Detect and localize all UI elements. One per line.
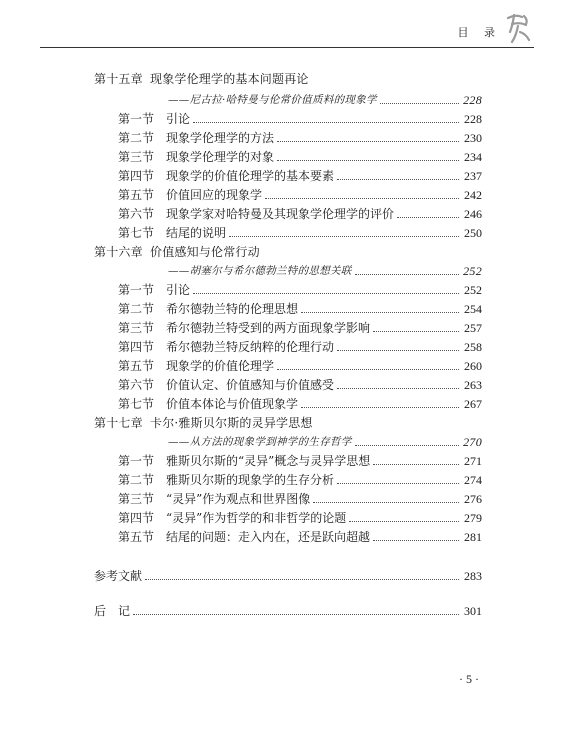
toc-entry-label: [118, 396, 298, 412]
toc-page-number: 301: [464, 604, 482, 618]
toc-entry-title: 价值本体论与价值现象学: [166, 397, 299, 411]
toc-page-number: 252: [463, 264, 482, 278]
toc-entry-title: 卡尔·雅斯贝尔斯的灵异学思想: [150, 416, 313, 430]
toc-dot-leader: [133, 613, 459, 615]
toc-dot-leader: [373, 539, 459, 541]
toc-entry-number: 第五节: [118, 188, 155, 202]
toc-page-number: 250: [464, 226, 482, 240]
toc-entry-label: [118, 491, 310, 507]
toc-page-number: 267: [464, 397, 482, 411]
toc-dot-leader: [229, 235, 459, 237]
toc-entry-number: 第四节: [118, 511, 155, 525]
toc-dot-leader: [265, 197, 459, 199]
toc-section[interactable]: [118, 185, 482, 203]
toc-entry-label: [94, 71, 309, 87]
toc-subtitle[interactable]: [168, 432, 482, 450]
toc-section[interactable]: [118, 318, 482, 336]
toc-entry-label: [118, 510, 346, 526]
toc-entry-label: [118, 453, 370, 469]
toc-page-number: 283: [464, 569, 482, 583]
toc-entry-number: 第三节: [118, 150, 155, 164]
toc-entry-number: 第四节: [118, 340, 155, 354]
toc-section[interactable]: [118, 470, 482, 488]
toc-entry-title: 希尔德勃兰特受到的两方面现象学影响: [166, 321, 371, 335]
toc-dot-leader: [277, 159, 459, 161]
toc-entry-title: 价值回应的现象学: [166, 188, 263, 202]
toc-dot-leader: [380, 102, 459, 104]
toc-entry-label: [168, 434, 352, 450]
toc-dot-leader: [355, 444, 459, 446]
toc-entry-number: 第三节: [118, 321, 155, 335]
toc-entry-label: [118, 149, 274, 165]
toc-dot-leader: [277, 140, 459, 142]
toc-entry-number: 第十七章: [94, 416, 143, 430]
toc-entry-title: 现象学的价值伦理学: [166, 359, 275, 373]
toc-dot-leader: [301, 406, 459, 408]
toc-chapter[interactable]: [94, 242, 482, 260]
toc-entry-number: 第十五章: [94, 72, 143, 86]
toc-page-number: 281: [464, 530, 482, 544]
toc-entry-title: 现象学伦理学的方法: [166, 131, 275, 145]
toc-page-number: 271: [464, 454, 482, 468]
toc-page-number: 257: [464, 321, 482, 335]
toc-entry-title: ——胡塞尔与希尔德勃兰特的思想关联: [168, 265, 352, 277]
toc-page-number: 263: [464, 378, 482, 392]
toc-entry-title: 现象学伦理学的对象: [166, 150, 275, 164]
toc-chapter[interactable]: [94, 69, 482, 87]
toc-dot-leader: [337, 349, 459, 351]
toc-entry-title: 价值感知与伦常行动: [150, 245, 260, 259]
toc-entry-title: 引论: [166, 112, 191, 126]
toc-dot-leader: [355, 273, 459, 275]
toc-entry-title: 现象学伦理学的基本问题再论: [150, 72, 309, 86]
toc-entry-title: “灵异”作为观点和世界图像: [166, 492, 311, 506]
toc-entry-label: [94, 568, 142, 584]
toc-section[interactable]: [118, 489, 482, 507]
toc-entry-label: [118, 187, 262, 203]
toc-entry-title: 现象学的价值伦理学的基本要素: [166, 169, 335, 183]
toc-page-number: 254: [464, 302, 482, 316]
toc-entry-title: 希尔德勃兰特反纳粹的伦理行动: [166, 340, 335, 354]
toc-entry-number: 第三节: [118, 492, 155, 506]
toc-section[interactable]: [118, 299, 482, 317]
toc-backmatter[interactable]: [94, 566, 482, 584]
toc-entry-title: ——从方法的现象学到神学的生存哲学: [168, 436, 352, 448]
toc-entry-label: [94, 415, 313, 431]
toc-section[interactable]: [118, 508, 482, 526]
toc-entry-title: 价值认定、价值感知与价值感受: [166, 378, 335, 392]
toc-entry-title: 希尔德勃兰特的伦理思想: [166, 302, 299, 316]
toc-entry-number: 第一节: [118, 112, 155, 126]
toc-dot-leader: [337, 178, 459, 180]
toc-section[interactable]: [118, 527, 482, 545]
toc-section[interactable]: [118, 147, 482, 165]
toc-page-number: 276: [464, 492, 482, 506]
toc-page-number: 242: [464, 188, 482, 202]
toc-dot-leader: [397, 216, 459, 218]
toc-entry-number: 第七节: [118, 397, 155, 411]
toc-entry-label: [118, 225, 226, 241]
toc-entry-label: [94, 603, 130, 619]
toc-dot-leader: [337, 387, 459, 389]
toc-entry-title: 现象学家对哈特曼及其现象学伦理学的评价: [166, 207, 395, 221]
toc-dot-leader: [313, 501, 459, 503]
toc-dot-leader: [337, 482, 459, 484]
toc-entry-number: 第六节: [118, 378, 155, 392]
toc-entry-label: [168, 92, 377, 108]
toc-entry-title: ——尼古拉·哈特曼与伦常价值质料的现象学: [168, 94, 377, 106]
calligraphy-logo-icon: [502, 10, 534, 46]
toc-entry-number: 第二节: [118, 473, 155, 487]
toc-section[interactable]: [118, 356, 482, 374]
toc-section[interactable]: [118, 109, 482, 127]
toc-entry-number: 第二节: [118, 302, 155, 316]
running-head: 目 录: [457, 26, 501, 39]
toc-entry-label: [168, 263, 352, 279]
toc-section[interactable]: [118, 280, 482, 298]
toc-section[interactable]: [118, 394, 482, 412]
toc-page-number: 228: [464, 112, 482, 126]
toc-entry-title: 雅斯贝尔斯的“灵异”概念与灵异学思想: [166, 454, 371, 468]
toc-dot-leader: [277, 368, 459, 370]
toc-entry-label: [118, 130, 274, 146]
toc-entry-title: 结尾的问题：走入内在，还是跃向超越: [166, 530, 371, 544]
toc-entry-number: 第七节: [118, 226, 155, 240]
toc-entry-label: [118, 339, 334, 355]
toc-entry-label: [118, 111, 190, 127]
header-rule: [40, 47, 534, 48]
toc-entry-number: 第十六章: [94, 245, 143, 259]
toc-page-number: 279: [464, 511, 482, 525]
toc-page-number: 252: [464, 283, 482, 297]
toc-page-number: 270: [463, 435, 482, 449]
toc-entry-label: [118, 282, 190, 298]
toc-section[interactable]: [118, 128, 482, 146]
toc-entry-label: [118, 472, 334, 488]
toc-page-number: 234: [464, 150, 482, 164]
toc-page-number: 237: [464, 169, 482, 183]
page-number: · 5 ·: [459, 672, 479, 686]
toc-subtitle[interactable]: [168, 90, 482, 108]
toc-dot-leader: [301, 311, 459, 313]
toc-entry-title: 参考文献: [94, 569, 143, 583]
toc-page-number: 274: [464, 473, 482, 487]
toc-section[interactable]: [118, 375, 482, 393]
toc-section[interactable]: [118, 337, 482, 355]
toc-page-number: 246: [464, 207, 482, 221]
toc-section[interactable]: [118, 204, 482, 222]
toc-dot-leader: [145, 578, 459, 580]
toc-entry-label: [118, 377, 334, 393]
toc-entry-title: 后 记: [94, 604, 131, 618]
toc-page-number: 230: [464, 131, 482, 145]
toc-dot-leader: [193, 292, 459, 294]
toc-entry-label: [94, 244, 260, 260]
toc-entry-title: 雅斯贝尔斯的现象学的生存分析: [166, 473, 335, 487]
toc-entry-number: 第一节: [118, 283, 155, 297]
toc-entry-title: “灵异”作为哲学的和非哲学的论题: [166, 511, 347, 525]
toc-entry-number: 第二节: [118, 131, 155, 145]
toc-entry-label: [118, 529, 370, 545]
toc-entry-label: [118, 320, 370, 336]
toc-entry-label: [118, 206, 394, 222]
toc-entry-number: 第五节: [118, 359, 155, 373]
toc-entry-label: [118, 301, 298, 317]
toc-page-number: 258: [464, 340, 482, 354]
toc-section[interactable]: [118, 166, 482, 184]
toc-subtitle[interactable]: [168, 261, 482, 279]
toc-dot-leader: [349, 520, 459, 522]
toc-entry-label: [118, 168, 334, 184]
toc-entry-number: 第一节: [118, 454, 155, 468]
toc-section[interactable]: [118, 451, 482, 469]
toc-entry-title: 引论: [166, 283, 191, 297]
toc-dot-leader: [193, 121, 459, 123]
toc-entry-number: 第六节: [118, 207, 155, 221]
toc-section[interactable]: [118, 223, 482, 241]
toc-backmatter[interactable]: [94, 601, 482, 619]
toc-entry-number: 第四节: [118, 169, 155, 183]
toc-dot-leader: [373, 463, 459, 465]
page-header: [0, 0, 574, 50]
toc-chapter[interactable]: [94, 413, 482, 431]
toc-entry-title: 结尾的说明: [166, 226, 227, 240]
toc-dot-leader: [373, 330, 459, 332]
toc-entry-number: 第五节: [118, 530, 155, 544]
toc-page-number: 228: [463, 93, 482, 107]
toc-page-number: 260: [464, 359, 482, 373]
toc-entry-label: [118, 358, 274, 374]
